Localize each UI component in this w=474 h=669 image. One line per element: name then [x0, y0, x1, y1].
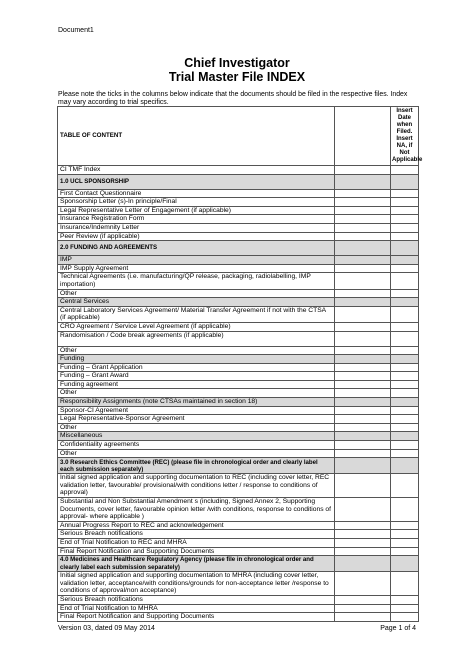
date-filed-cell[interactable] [391, 363, 419, 372]
date-filed-cell[interactable] [391, 423, 419, 432]
table-row [58, 613, 419, 622]
date-filed-cell[interactable] [391, 306, 419, 322]
table-body [58, 166, 419, 622]
date-filed-cell[interactable] [391, 530, 419, 539]
subsection-row [58, 398, 419, 407]
tick-cell[interactable] [335, 538, 391, 547]
tick-cell[interactable] [335, 273, 391, 289]
date-filed-cell[interactable] [391, 538, 419, 547]
date-filed-cell[interactable] [391, 398, 419, 407]
date-filed-cell[interactable] [391, 189, 419, 198]
tick-cell[interactable] [335, 363, 391, 372]
row-label: Substantial and Non Substantial Amendment s (including, Signed Annex 2, Supporting Documents, cover letter, favourable opinion letter /with conditions, response to conditions of approval- where applicable ) [58, 498, 335, 522]
tick-cell[interactable] [335, 406, 391, 415]
table-row [58, 604, 419, 613]
table-row [58, 372, 419, 381]
row-label: Final Report Notification and Supporting Documents [58, 613, 335, 622]
row-label: Initial signed application and supporting documentation to REC (including cover letter, REC validation letter, favourable/ provisional/with conditions letter / response to conditions of approval) [58, 474, 335, 498]
row-label: IMP [58, 256, 335, 265]
row-label: Other [58, 289, 335, 298]
tick-cell[interactable] [335, 206, 391, 215]
row-label: Other [58, 449, 335, 458]
page-subtitle: Trial Master File INDEX [168, 70, 306, 84]
date-filed-cell[interactable] [391, 458, 419, 474]
row-label: Other [58, 423, 335, 432]
row-label: 2.0 FUNDING AND AGREEMENTS [58, 241, 335, 256]
section-heading-row [58, 556, 419, 572]
tick-cell[interactable] [335, 256, 391, 265]
row-label: Final Report Notification and Supporting Documents [58, 547, 335, 556]
instruction-note: Please note the ticks in the columns below indicate that the documents should be filed in the respective files. Index may vary according to trial specifics. [58, 91, 408, 106]
section-heading-row [58, 241, 419, 256]
table-row [58, 547, 419, 556]
table-row [58, 166, 419, 175]
tick-cell[interactable] [335, 547, 391, 556]
tick-cell[interactable] [335, 331, 391, 346]
date-filed-cell[interactable] [391, 372, 419, 381]
row-label: Sponsorship Letter (s)-In principle/Final [58, 198, 335, 207]
tick-cell[interactable] [335, 380, 391, 389]
date-filed-cell[interactable] [391, 604, 419, 613]
table-row [58, 223, 419, 232]
table-row [58, 521, 419, 530]
table-row [58, 572, 419, 596]
column-header-insert-date: Insert Date when Filed. Insert NA, if Not Applicable [391, 107, 419, 166]
tick-cell[interactable] [335, 355, 391, 364]
row-label: Insurance/Indemnity Letter [58, 223, 335, 232]
table-row [58, 415, 419, 424]
row-label: Confidentiality agreements [58, 441, 335, 450]
date-filed-cell[interactable] [391, 547, 419, 556]
table-row [58, 331, 419, 346]
row-label: CRO Agreement / Service Level Agreement (if applicable) [58, 322, 335, 331]
tick-cell[interactable] [335, 449, 391, 458]
tick-cell[interactable] [335, 398, 391, 407]
tick-cell[interactable] [335, 604, 391, 613]
table-row [58, 538, 419, 547]
table-row [58, 595, 419, 604]
row-label: Legal Representative-Sponsor Agreement [58, 415, 335, 424]
table-row [58, 198, 419, 207]
row-label: Funding [58, 355, 335, 364]
tick-cell[interactable] [335, 474, 391, 498]
row-label: CI TMF Index [58, 166, 335, 175]
page-title: Chief Investigator [184, 56, 290, 70]
date-filed-cell[interactable] [391, 521, 419, 530]
row-label: Technical Agreements (i.e. manufacturing/QP release, packaging, radiolabelling, IMP importation) [58, 273, 335, 289]
date-filed-cell[interactable] [391, 355, 419, 364]
row-label: End of Trial Notification to REC and MHRA [58, 538, 335, 547]
row-label: 1.0 UCL SPONSORSHIP [58, 174, 335, 189]
tick-cell[interactable] [335, 215, 391, 224]
footer-page-number: Page 1 of 4 [380, 625, 416, 632]
table-row [58, 474, 419, 498]
table-row [58, 346, 419, 355]
row-label: Sponsor-CI Agreement [58, 406, 335, 415]
tick-cell[interactable] [335, 174, 391, 189]
subsection-row [58, 298, 419, 307]
table-row [58, 449, 419, 458]
row-label: Initial signed application and supporting documentation to MHRA (including cover letter, validation letter, acceptance/with conditions/grounds for non-acceptance letter /response to conditions of approval/non acceptance) [58, 572, 335, 596]
footer-version: Version 03, dated 09 May 2014 [58, 625, 155, 632]
date-filed-cell[interactable] [391, 198, 419, 207]
table-row [58, 498, 419, 522]
tick-cell[interactable] [335, 289, 391, 298]
date-filed-cell[interactable] [391, 613, 419, 622]
row-label: Other [58, 389, 335, 398]
tick-cell[interactable] [335, 556, 391, 572]
date-filed-cell[interactable] [391, 556, 419, 572]
row-label: Central Services [58, 298, 335, 307]
section-heading-row [58, 458, 419, 474]
date-filed-cell[interactable] [391, 241, 419, 256]
table-row [58, 189, 419, 198]
subsection-row [58, 432, 419, 441]
column-header-blank [335, 107, 391, 166]
table-row [58, 215, 419, 224]
table-header-row [58, 107, 419, 166]
table-row [58, 389, 419, 398]
date-filed-cell[interactable] [391, 256, 419, 265]
date-filed-cell[interactable] [391, 264, 419, 273]
table-row [58, 232, 419, 241]
section-heading-row [58, 174, 419, 189]
row-label: Peer Review (if applicable) [58, 232, 335, 241]
date-filed-cell[interactable] [391, 595, 419, 604]
date-filed-cell[interactable] [391, 206, 419, 215]
date-filed-cell[interactable] [391, 331, 419, 346]
table-row [58, 322, 419, 331]
tick-cell[interactable] [335, 306, 391, 322]
tick-cell[interactable] [335, 264, 391, 273]
row-label: Responsibility Assignments (note CTSAs maintained in section 18) [58, 398, 335, 407]
tick-cell[interactable] [335, 389, 391, 398]
date-filed-cell[interactable] [391, 415, 419, 424]
tick-cell[interactable] [335, 232, 391, 241]
document-name: Document1 [58, 27, 94, 34]
date-filed-cell[interactable] [391, 322, 419, 331]
row-label: Legal Representative Letter of Engagement (if applicable) [58, 206, 335, 215]
row-label: Randomisation / Code break agreements (if applicable) [58, 331, 335, 346]
date-filed-cell[interactable] [391, 273, 419, 289]
row-label: Funding agreement [58, 380, 335, 389]
tick-cell[interactable] [335, 415, 391, 424]
date-filed-cell[interactable] [391, 289, 419, 298]
table-row [58, 306, 419, 322]
tick-cell[interactable] [335, 198, 391, 207]
row-label: IMP Supply Agreement [58, 264, 335, 273]
table-row [58, 441, 419, 450]
table-row [58, 264, 419, 273]
table-row [58, 289, 419, 298]
tick-cell[interactable] [335, 613, 391, 622]
date-filed-cell[interactable] [391, 223, 419, 232]
row-label: Funding – Grant Award [58, 372, 335, 381]
table-row [58, 363, 419, 372]
date-filed-cell[interactable] [391, 432, 419, 441]
subsection-row [58, 355, 419, 364]
row-label: End of Trial Notification to MHRA [58, 604, 335, 613]
table-row [58, 423, 419, 432]
subsection-row [58, 256, 419, 265]
tick-cell[interactable] [335, 595, 391, 604]
row-label: Funding – Grant Application [58, 363, 335, 372]
row-label: Annual Progress Report to REC and acknowledgement [58, 521, 335, 530]
tick-cell[interactable] [335, 298, 391, 307]
date-filed-cell[interactable] [391, 449, 419, 458]
row-label: Other [58, 346, 335, 355]
tick-cell[interactable] [335, 458, 391, 474]
row-label: Insurance Registration Form [58, 215, 335, 224]
row-label: Central Laboratory Services Agreement/ Material Transfer Agreement if not with the CTSA (if applicable) [58, 306, 335, 322]
date-filed-cell[interactable] [391, 346, 419, 355]
row-label: Serious Breach notifications [58, 530, 335, 539]
tick-cell[interactable] [335, 530, 391, 539]
date-filed-cell[interactable] [391, 380, 419, 389]
table-row [58, 406, 419, 415]
row-label: 4.0 Medicines and Healthcare Regulatory Agency (please file in chronological order and clearly label each submission separately) [58, 556, 335, 572]
table-row [58, 530, 419, 539]
row-label: Serious Breach notifications [58, 595, 335, 604]
tick-cell[interactable] [335, 241, 391, 256]
tick-cell[interactable] [335, 521, 391, 530]
row-label: First Contact Questionnaire [58, 189, 335, 198]
table-row [58, 206, 419, 215]
table-row [58, 273, 419, 289]
column-header-content: TABLE OF CONTENT [58, 107, 335, 166]
date-filed-cell[interactable] [391, 232, 419, 241]
date-filed-cell[interactable] [391, 572, 419, 596]
tick-cell[interactable] [335, 189, 391, 198]
date-filed-cell[interactable] [391, 298, 419, 307]
tick-cell[interactable] [335, 441, 391, 450]
date-filed-cell[interactable] [391, 474, 419, 498]
tick-cell[interactable] [335, 423, 391, 432]
row-label: 3.0 Research Ethics Committee (REC) (please file in chronological order and clearly label each submission separately) [58, 458, 335, 474]
date-filed-cell[interactable] [391, 174, 419, 189]
table-row [58, 380, 419, 389]
tmf-index-table [57, 106, 423, 622]
tick-cell[interactable] [335, 572, 391, 596]
tick-cell[interactable] [335, 166, 391, 175]
date-filed-cell[interactable] [391, 498, 419, 522]
tick-cell[interactable] [335, 322, 391, 331]
date-filed-cell[interactable] [391, 406, 419, 415]
date-filed-cell[interactable] [391, 215, 419, 224]
row-label: Miscellaneous [58, 432, 335, 441]
tick-cell[interactable] [335, 432, 391, 441]
date-filed-cell[interactable] [391, 441, 419, 450]
date-filed-cell[interactable] [391, 166, 419, 175]
tick-cell[interactable] [335, 498, 391, 522]
tick-cell[interactable] [335, 223, 391, 232]
tick-cell[interactable] [335, 346, 391, 355]
date-filed-cell[interactable] [391, 389, 419, 398]
tick-cell[interactable] [335, 372, 391, 381]
